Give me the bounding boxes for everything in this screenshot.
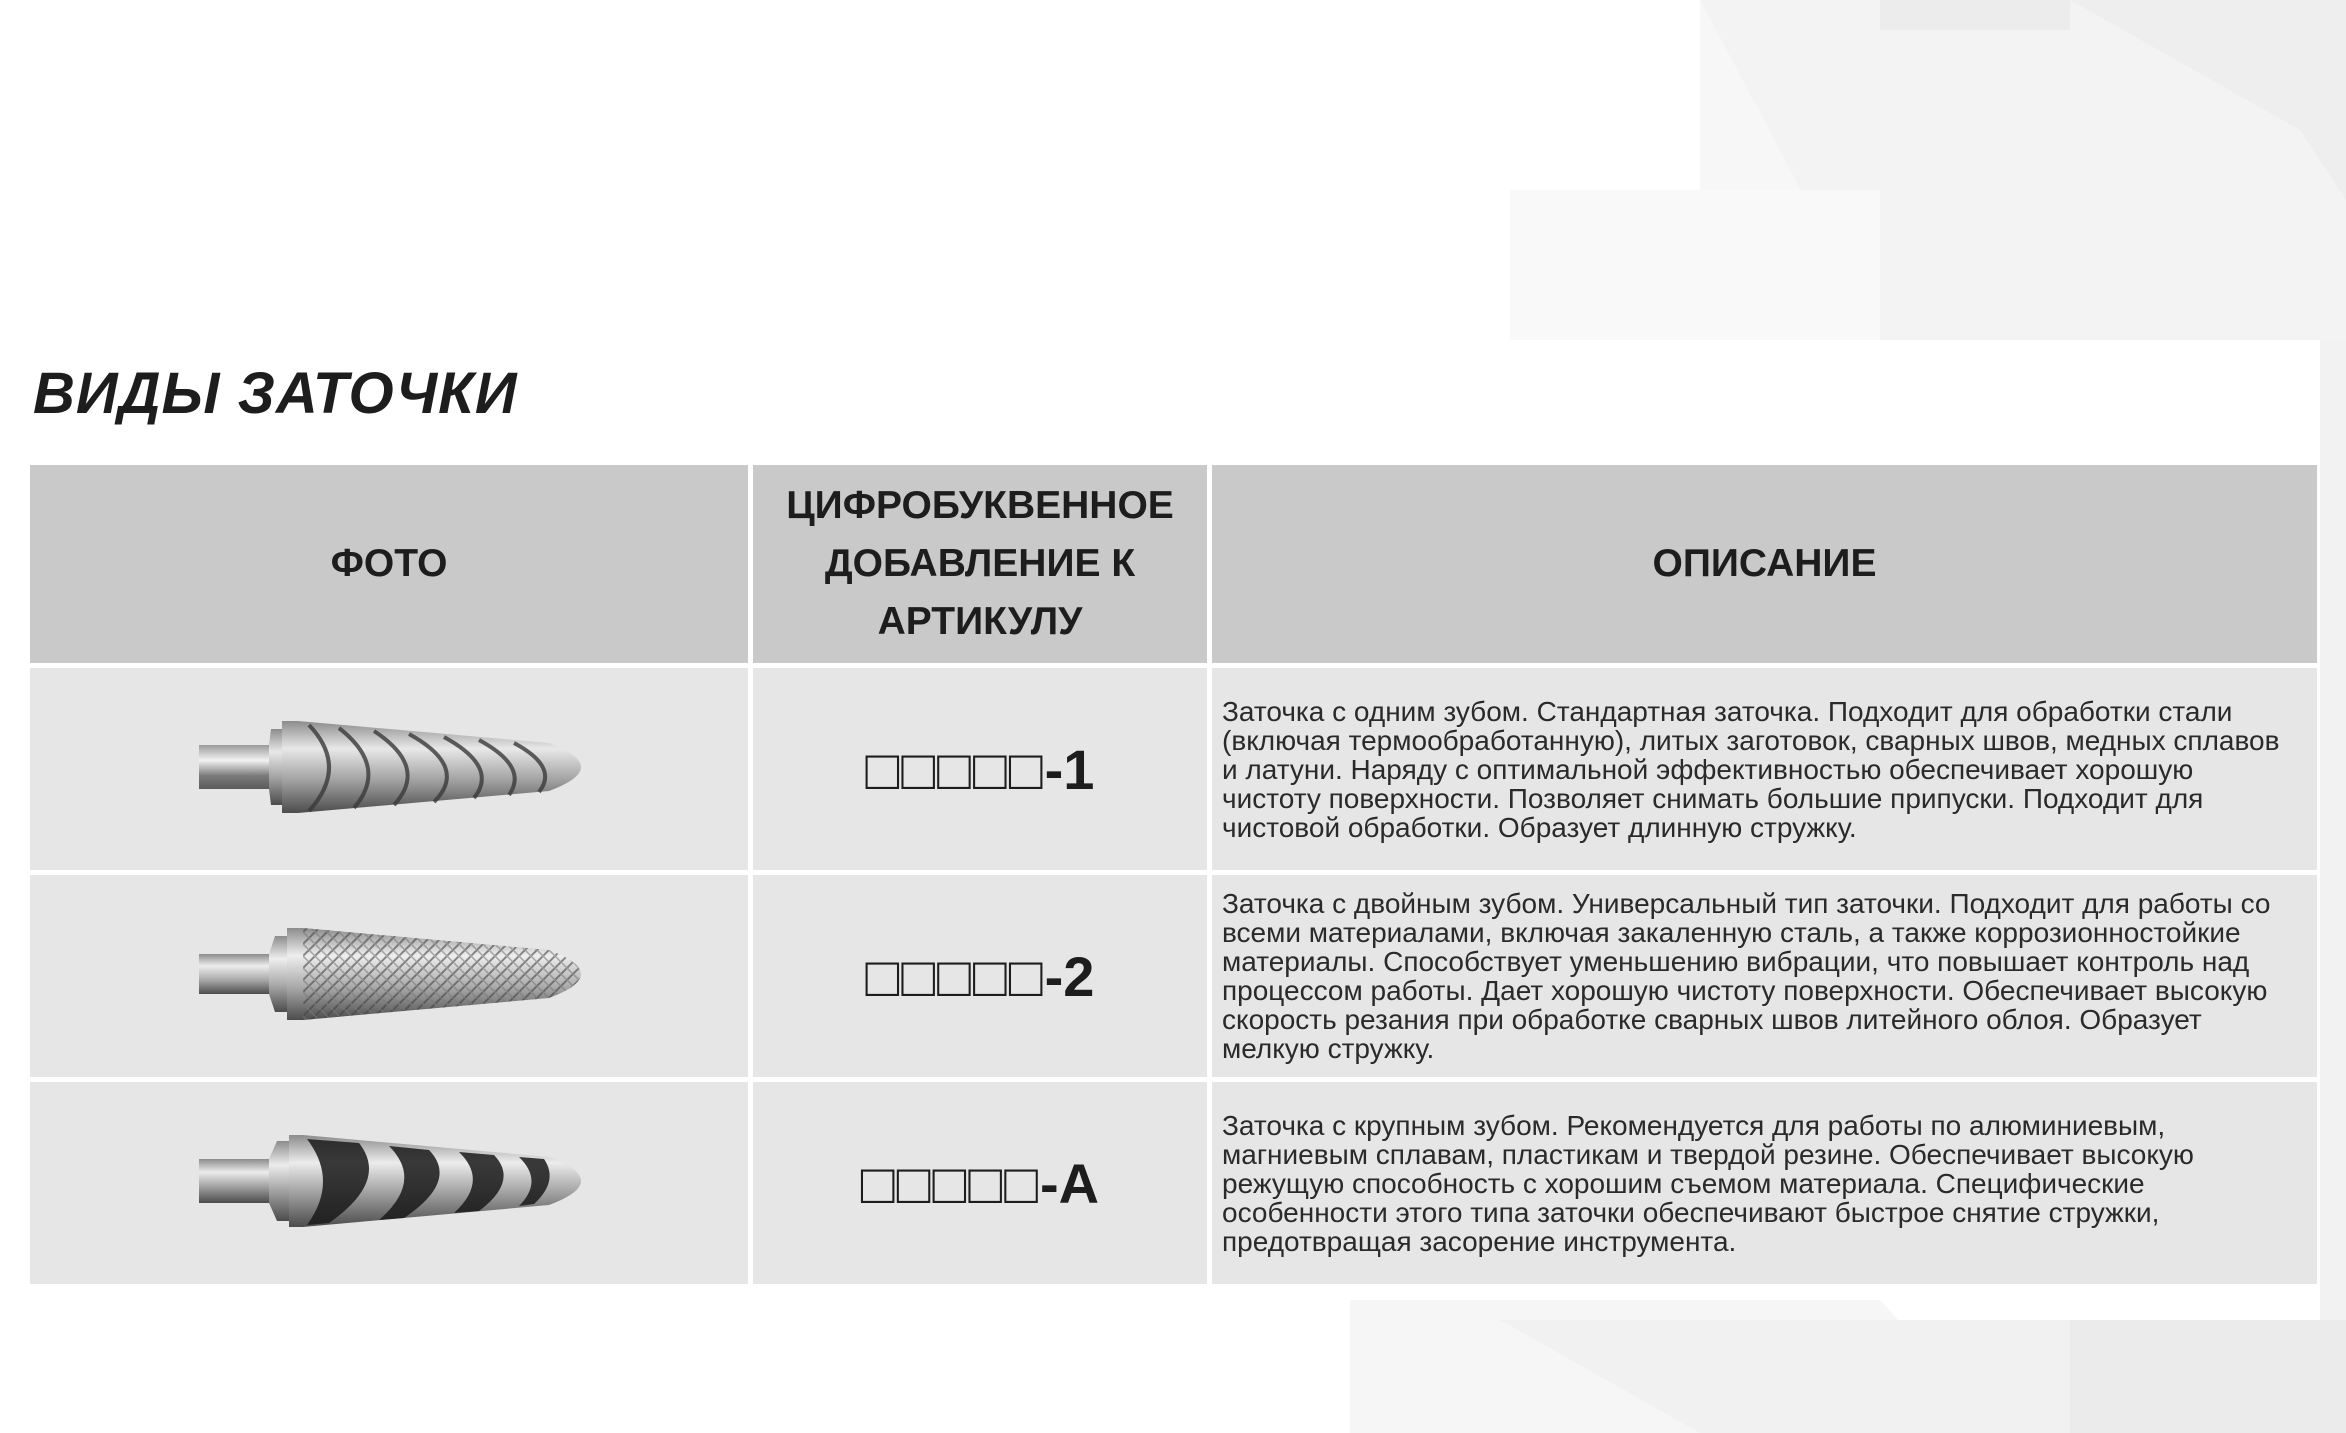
code-prefix: □□□□□ [865,737,1045,801]
code-suffix: -A [1040,1151,1100,1215]
single-cut-burr-icon [189,707,589,832]
code-cell [753,668,1207,870]
sharpening-types-table [25,460,2322,1289]
table-row [30,1082,2317,1284]
code-cell [753,1082,1207,1284]
code-suffix: -2 [1044,944,1095,1008]
code-prefix: □□□□□ [865,944,1045,1008]
description-cell: Заточка с одним зубом. Стандартная заточка. Подходит для обработки стали (включая термообработанную), литых заготовок, сварных швов, медных сплавов и латуни. Наряду с оптимальной эффективностью обеспечивает хорошую чистоту поверхности. Позволяет снимать большие припуски. Подходит для чистовой обработки. Образует длинную стружку. [1212,668,2317,870]
page-title: ВИДЫ ЗАТОЧКИ [33,361,518,426]
photo-cell [30,875,748,1077]
code-suffix: -1 [1044,737,1095,801]
header-photo: ФОТО [30,465,748,663]
description-cell: Заточка с крупным зубом. Рекомендуется для работы по алюминиевым, магниевым сплавам, пластикам и твердой резине. Обеспечивает высокую режущую способность с хорошим съемом материала. Специфические особенности этого типа заточки обеспечивают быстрое снятие стружки, предотвращая засорение инструмента. [1212,1082,2317,1284]
code-prefix: □□□□□ [860,1151,1041,1215]
coarse-cut-burr-icon [189,1121,589,1246]
photo-cell [30,1082,748,1284]
table-row [30,668,2317,870]
description-cell: Заточка с двойным зубом. Универсальный тип заточки. Подходит для работы со всеми материалами, включая закаленную сталь, а также коррозионностойкие материалы. Способствует уменьшению вибрации, что повышает контроль над процессом работы. Дает хорошую чистоту поверхности. Обеспечивает высокую скорость резания при обработке сварных швов литейного облоя. Образует мелкую стружку. [1212,875,2317,1077]
table-row [30,875,2317,1077]
photo-cell [30,668,748,870]
table-header-row [30,465,2317,663]
code-cell [753,875,1207,1077]
double-cut-burr-icon [189,914,589,1039]
header-code: ЦИФРОБУКВЕННОЕ ДОБАВЛЕНИЕ К АРТИКУЛУ [753,465,1207,663]
header-description: ОПИСАНИЕ [1212,465,2317,663]
